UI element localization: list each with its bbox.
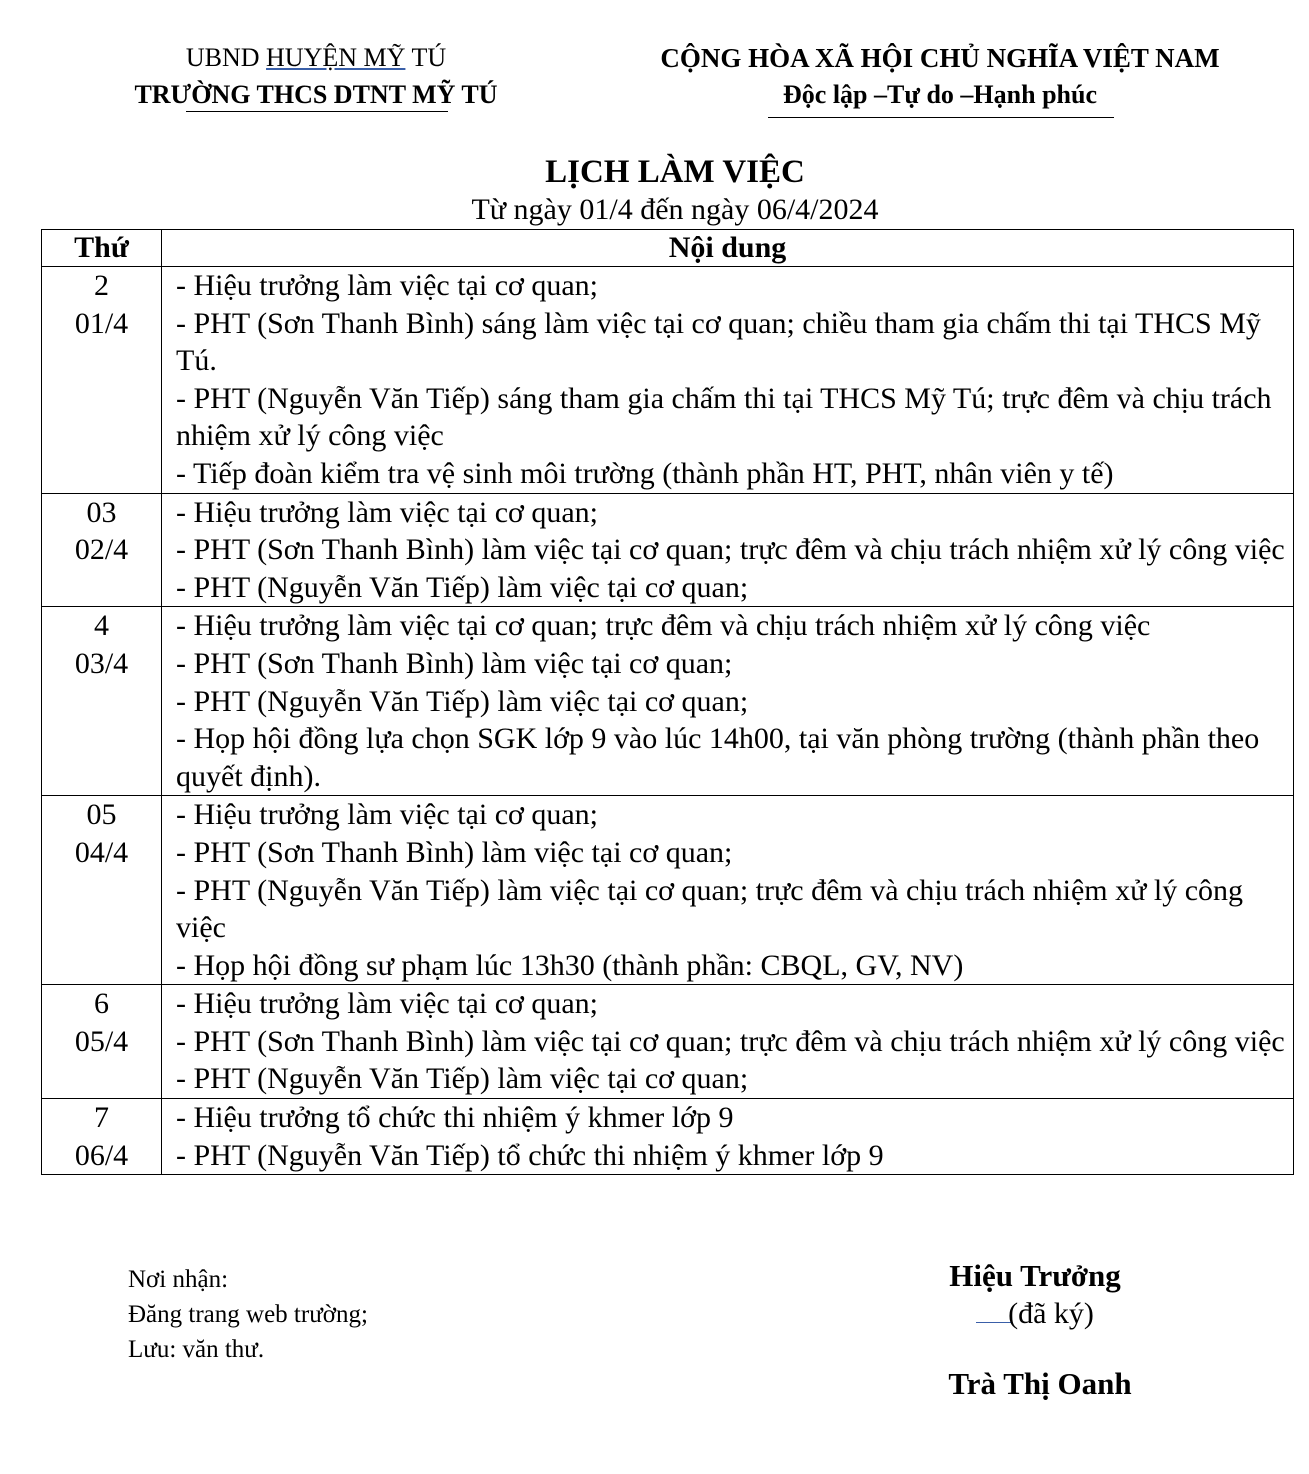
schedule-row xyxy=(42,267,1294,494)
schedule-row xyxy=(42,1099,1294,1175)
schedule-item: - Hiệu trưởng tổ chức thi nhiệm ý khmer lớp 9 xyxy=(176,1101,734,1135)
signed-note-line xyxy=(900,1296,1170,1332)
content-cell xyxy=(162,796,1294,985)
issuer-authority-suffix: TÚ xyxy=(405,43,447,72)
day-cell xyxy=(42,1099,162,1175)
motto-underline xyxy=(768,117,1114,118)
schedule-header-row xyxy=(42,230,1294,267)
signed-mark xyxy=(976,1300,1012,1323)
content-cell xyxy=(162,267,1294,494)
day-cell xyxy=(42,985,162,1099)
schedule-row xyxy=(42,493,1294,607)
schedule-item: - PHT (Sơn Thanh Bình) làm việc tại cơ quan; trực đêm và chịu trách nhiệm xử lý công việc xyxy=(176,1024,1285,1058)
day-cell xyxy=(42,493,162,607)
weekday: 7 xyxy=(94,1101,109,1135)
document-date-range: Từ ngày 01/4 đến ngày 06/4/2024 xyxy=(471,193,879,226)
issuer-school: TRƯỜNG THCS DTNT MỸ TÚ xyxy=(134,80,498,109)
column-header-content: Nội dung xyxy=(162,230,1294,267)
schedule-item: - PHT (Nguyễn Văn Tiếp) làm việc tại cơ quan; xyxy=(176,684,749,718)
date: 06/4 xyxy=(74,1138,129,1172)
day-cell xyxy=(42,796,162,985)
issuer-block xyxy=(96,40,536,114)
schedule-row xyxy=(42,796,1294,985)
weekday: 6 xyxy=(94,987,109,1021)
weekday: 03 xyxy=(86,495,117,529)
national-title: CỘNG HÒA XÃ HỘI CHỦ NGHĨA VIỆT NAM xyxy=(660,43,1220,73)
date: 01/4 xyxy=(74,306,129,340)
schedule-row xyxy=(42,985,1294,1099)
issuer-authority xyxy=(96,40,536,76)
schedule-item: - PHT (Sơn Thanh Bình) sáng làm việc tại cơ quan; chiều tham gia chấm thi tại THCS Mỹ Tú. xyxy=(176,306,1261,378)
national-motto: Độc lập –Tự do –Hạnh phúc xyxy=(783,80,1097,109)
date: 02/4 xyxy=(74,533,129,567)
schedule-item: - PHT (Nguyễn Văn Tiếp) tổ chức thi nhiệm ý khmer lớp 9 xyxy=(176,1138,884,1172)
schedule-item: - PHT (Sơn Thanh Bình) làm việc tại cơ quan; xyxy=(176,646,733,680)
issuer-underline xyxy=(186,111,448,112)
schedule-body xyxy=(42,267,1294,1175)
schedule-item: - Hiệu trưởng làm việc tại cơ quan; xyxy=(176,798,599,832)
issuer-authority-district: HUYỆN MỸ xyxy=(266,43,406,72)
date: 04/4 xyxy=(74,835,129,869)
document-title: LỊCH LÀM VIỆC xyxy=(545,154,805,190)
weekday: 05 xyxy=(86,798,117,832)
content-cell xyxy=(162,985,1294,1099)
weekday: 2 xyxy=(94,269,109,302)
signature-block xyxy=(900,1256,1170,1404)
schedule-item: - PHT (Nguyễn Văn Tiếp) làm việc tại cơ quan; trực đêm và chịu trách nhiệm xử lý công việc xyxy=(176,873,1244,945)
day-cell xyxy=(42,607,162,796)
schedule-item: - PHT (Sơn Thanh Bình) làm việc tại cơ quan; trực đêm và chịu trách nhiệm xử lý công việc xyxy=(176,533,1285,567)
day-cell xyxy=(42,267,162,494)
schedule-row xyxy=(42,607,1294,796)
issuer-authority-prefix: UBND xyxy=(185,43,267,72)
column-header-day: Thứ xyxy=(42,230,162,267)
schedule-item: - Hiệu trưởng làm việc tại cơ quan; xyxy=(176,269,599,302)
recipients-label: Nơi nhận: xyxy=(128,1266,229,1293)
schedule-item: - Họp hội đồng lựa chọn SGK lớp 9 vào lúc 14h00, tại văn phòng trường (thành phần theo quyết định). xyxy=(176,722,1260,793)
date: 03/4 xyxy=(74,646,129,680)
schedule-table xyxy=(41,229,1294,1175)
schedule-item: - PHT (Nguyễn Văn Tiếp) làm việc tại cơ quan; xyxy=(176,1062,749,1096)
recipient-item: Đăng trang web trường; xyxy=(128,1301,368,1328)
content-cell xyxy=(162,1099,1294,1175)
recipient-item: Lưu: văn thư. xyxy=(128,1336,265,1363)
date: 05/4 xyxy=(74,1024,129,1058)
recipients-block xyxy=(128,1262,368,1367)
signed-note: (đã ký) xyxy=(1008,1297,1094,1330)
schedule-item: - Họp hội đồng sư phạm lúc 13h30 (thành phần: CBQL, GV, NV) xyxy=(176,948,964,982)
schedule-item: - Hiệu trưởng làm việc tại cơ quan; xyxy=(176,987,599,1021)
weekday: 4 xyxy=(94,609,109,643)
national-heading xyxy=(620,40,1260,114)
content-cell xyxy=(162,607,1294,796)
schedule-item: - Hiệu trưởng làm việc tại cơ quan; xyxy=(176,495,599,529)
signer-position: Hiệu Trưởng xyxy=(949,1258,1121,1293)
schedule-item: - PHT (Nguyễn Văn Tiếp) sáng tham gia chấm thi tại THCS Mỹ Tú; trực đêm và chịu trách nhiệm xử lý công việc xyxy=(176,381,1272,453)
schedule-item: - PHT (Sơn Thanh Bình) làm việc tại cơ quan; xyxy=(176,835,733,869)
content-cell xyxy=(162,493,1294,607)
schedule-item: - PHT (Nguyễn Văn Tiếp) làm việc tại cơ quan; xyxy=(176,570,749,604)
schedule-item: - Tiếp đoàn kiểm tra vệ sinh môi trường (thành phần HT, PHT, nhân viên y tế) xyxy=(176,456,1114,490)
signer-name: Trà Thị Oanh xyxy=(948,1366,1132,1401)
schedule-item: - Hiệu trưởng làm việc tại cơ quan; trực đêm và chịu trách nhiệm xử lý công việc xyxy=(176,609,1151,643)
